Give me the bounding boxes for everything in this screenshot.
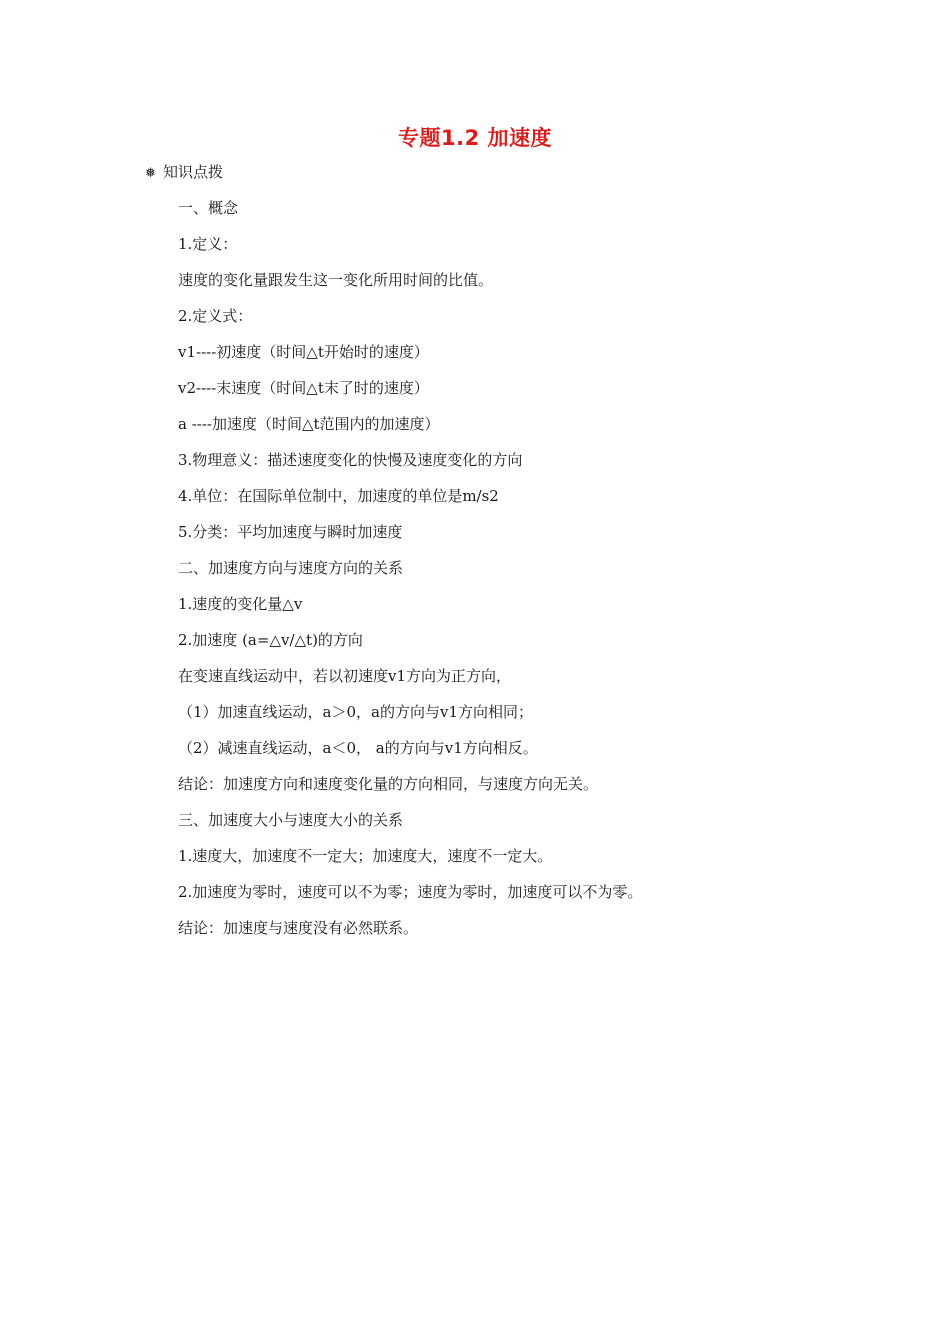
document-title: 专题1.2 加速度 [397,126,552,150]
accelerating-case: （1）加速直线运动，a＞0，a的方向与v1方向相同； [178,703,533,721]
linear-motion-intro: 在变速直线运动中，若以初速度v1方向为正方向， [178,667,512,685]
formula-a: a ----加速度（时间△t范围内的加速度） [178,415,440,433]
unit-text: 4.单位：在国际单位制中，加速度的单位是m/s2 [178,487,499,505]
velocity-change-item: 1.速度的变化量△v [178,595,303,613]
direction-conclusion: 结论：加速度方向和速度变化量的方向相同，与速度方向无关。 [178,775,599,793]
definition-text: 速度的变化量跟发生这一变化所用时间的比值。 [178,271,494,289]
heading-concept: 一、概念 [178,199,239,217]
magnitude-item-2: 2.加速度为零时，速度可以不为零；速度为零时，加速度可以不为零。 [178,883,643,901]
decelerating-case: （2）减速直线运动，a＜0， a的方向与v1方向相反。 [178,739,538,757]
magnitude-conclusion: 结论：加速度与速度没有必然联系。 [178,919,419,937]
formula-label: 2.定义式： [178,307,253,325]
section-heading-text: 知识点拨 [163,163,224,181]
heading-direction-relation: 二、加速度方向与速度方向的关系 [178,559,404,577]
classification-text: 5.分类：平均加速度与瞬时加速度 [178,523,403,541]
snowflake-bullet-icon: ❅ [145,166,156,181]
physical-meaning: 3.物理意义：描述速度变化的快慢及速度变化的方向 [178,451,523,469]
magnitude-item-1: 1.速度大，加速度不一定大；加速度大，速度不一定大。 [178,847,553,865]
definition-label: 1.定义： [178,235,238,253]
formula-v2: v2----末速度（时间△t末了时的速度） [178,379,429,397]
section-heading [145,162,223,184]
heading-magnitude-relation: 三、加速度大小与速度大小的关系 [178,811,404,829]
acceleration-direction-item: 2.加速度 (a=△v/△t)的方向 [178,631,363,649]
formula-v1: v1----初速度（时间△t开始时的速度） [178,343,429,361]
